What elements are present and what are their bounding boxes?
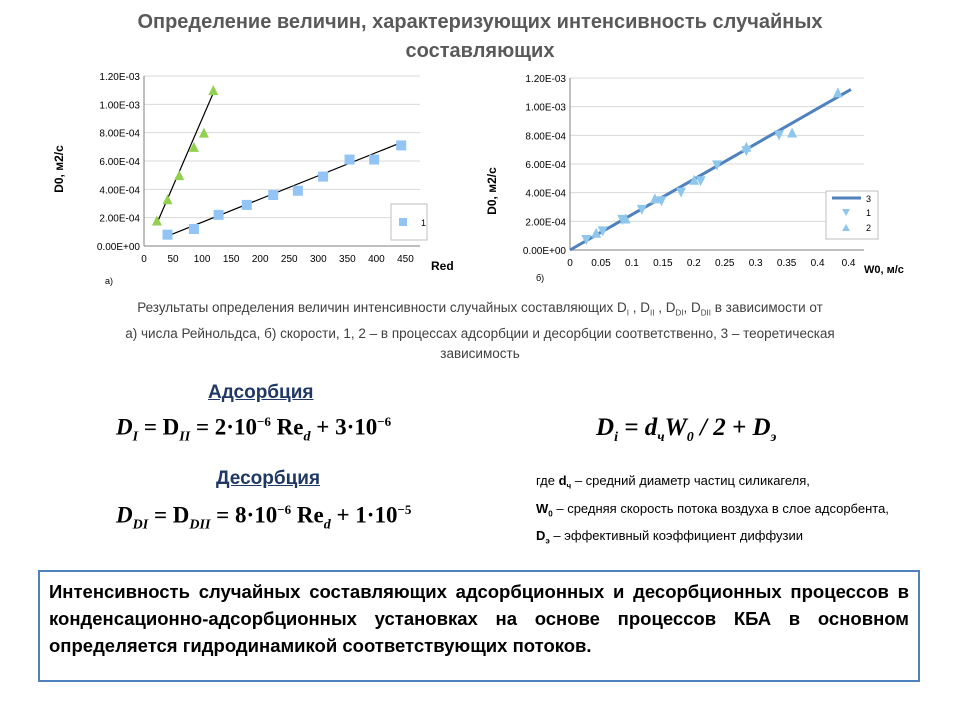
b-data-point	[833, 87, 843, 97]
chart-a-trendlines	[157, 93, 401, 236]
b-ytick-label: 2.00E-04	[525, 217, 566, 229]
a-ytick-label: 4.00E-04	[99, 185, 140, 197]
a-ytick-label: 0.00E+00	[96, 242, 140, 253]
a-ytick-label: 1.00E-03	[99, 100, 140, 112]
b-xtick-label: 0.05	[591, 258, 611, 269]
b-series-line	[570, 89, 851, 250]
chart-a-panel-label: а)	[105, 276, 114, 286]
a-data-point	[396, 140, 406, 150]
a-data-point	[152, 216, 162, 226]
b-ytick-label: 1.20E-03	[525, 74, 566, 85]
chart-b-legend-2: 2	[866, 223, 872, 233]
a-xtick-label: 200	[251, 254, 269, 265]
b-xtick-label: 0.25	[715, 258, 735, 269]
desorption-formula: $D_{DI} = D_{DII} = 8\cdot 10^{-6}$ $Re_d + 1\cdot 10^{-5}$	[116, 502, 412, 533]
a-xtick-label: 0	[141, 254, 147, 265]
b-xtick-label: 0.4	[841, 258, 856, 269]
a-data-point	[369, 155, 379, 165]
b-xtick-label: 0.1	[624, 258, 639, 269]
conclusion-box: Интенсивность случайных составляющих адсорбционных и десорбционных процессов в конденсационно-адсорбционных установках на основе процессов КБА в основном определяется гидродинамикой соответствующих потоков.	[38, 570, 920, 682]
a-xtick-label: 450	[397, 254, 414, 265]
a-xtick-label: 300	[309, 254, 327, 265]
b-ytick-label: 8.00E-04	[525, 131, 566, 143]
a-xtick-label: 250	[280, 254, 298, 265]
a-xtick-label: 350	[339, 254, 356, 265]
b-xtick-label: 0.2	[686, 258, 701, 269]
b-xtick-label: 0.15	[653, 258, 673, 269]
chart-b-panel-label: б)	[536, 273, 545, 283]
chart-b-legend	[826, 191, 878, 239]
note-d-ch: где $d_ч$ – средний диаметр частиц силикагеля,	[536, 473, 810, 491]
formula-notes	[536, 470, 889, 553]
a-data-point	[318, 172, 328, 182]
a-data-point	[293, 186, 303, 196]
a-ytick-label: 2.00E-04	[99, 213, 140, 225]
figure-caption-line2: а) числа Рейнольдса, б) скорости, 1, 2 – в процессах адсорбции и десорбции соответственно, 3 – теоретическая	[125, 326, 835, 341]
legend-square-marker	[399, 218, 407, 226]
chart-a-legend-label: 1	[421, 218, 427, 228]
b-xtick-label: 0.35	[776, 258, 797, 269]
a-data-point	[242, 200, 252, 210]
a-data-point	[162, 194, 172, 204]
a-data-point	[268, 190, 278, 200]
chart-reynolds	[48, 64, 458, 289]
b-ytick-label: 6.00E-04	[525, 160, 566, 171]
a-xtick-label: 400	[368, 254, 385, 265]
note-de: $D_э$ – эффективный коэффициент диффузии	[536, 528, 803, 546]
a-ytick-label: 1.20E-03	[99, 72, 140, 83]
a-data-point	[162, 230, 172, 240]
a-data-point	[174, 170, 184, 180]
a-data-point	[214, 210, 224, 220]
chart-b-legend-1: 1	[866, 208, 872, 218]
a-xtick-label: 50	[167, 254, 179, 265]
adsorption-heading: Адсорбция	[208, 382, 314, 403]
a-data-point	[208, 85, 218, 95]
a-xtick-label: 100	[193, 254, 211, 265]
b-xtick-label: 0	[567, 258, 573, 269]
slide-title: Определение величин, характеризующих интенсивность случайных составляющих	[137, 11, 823, 62]
chart-b-theory-line	[570, 89, 851, 250]
adsorption-formula: $D_I = D_{II} = 2\cdot 10^{-6}$ $Re_d + 3\cdot 10^{-6}$	[116, 414, 392, 445]
chart-b-xlabel: W0, м/с	[864, 264, 904, 276]
chart-b-ylabel: D0, м2/с	[485, 167, 499, 215]
a-data-point	[189, 224, 199, 234]
chart-a-points	[152, 85, 406, 240]
b-data-point	[787, 127, 797, 137]
b-ytick-label: 4.00E-04	[525, 188, 566, 200]
figure-caption-line1: Результаты определения величин интенсивности случайных составляющих $D_I$ , $D_{II}$ , $D_{DI}$, $D_{DII}$ в зависимости от	[137, 300, 823, 318]
chart-b-tick-labels	[523, 74, 856, 269]
chart-b-legend-3: 3	[866, 194, 872, 204]
figure-caption-line3: зависимость	[440, 346, 520, 361]
theory-formula: $D_i = d_чW_0 / 2 + D_э$	[596, 414, 777, 445]
b-xtick-label: 0.4	[810, 258, 825, 269]
b-ytick-label: 1.00E-03	[525, 102, 566, 114]
desorption-heading: Десорбция	[216, 468, 321, 489]
chart-a-ylabel: D0, м2/с	[52, 145, 66, 193]
b-ytick-label: 0.00E+00	[522, 246, 566, 257]
a-xtick-label: 150	[222, 254, 240, 265]
chart-a-xlabel: Red	[431, 259, 454, 273]
note-w0: $W_0$ – средняя скорость потока воздуха в слое адсорбента,	[536, 500, 889, 519]
b-xtick-label: 0.3	[748, 258, 763, 269]
a-ytick-label: 8.00E-04	[99, 128, 140, 140]
chart-velocity	[480, 66, 920, 291]
chart-a-legend	[391, 204, 427, 240]
a-ytick-label: 6.00E-04	[99, 157, 140, 168]
a-data-point	[345, 155, 355, 165]
